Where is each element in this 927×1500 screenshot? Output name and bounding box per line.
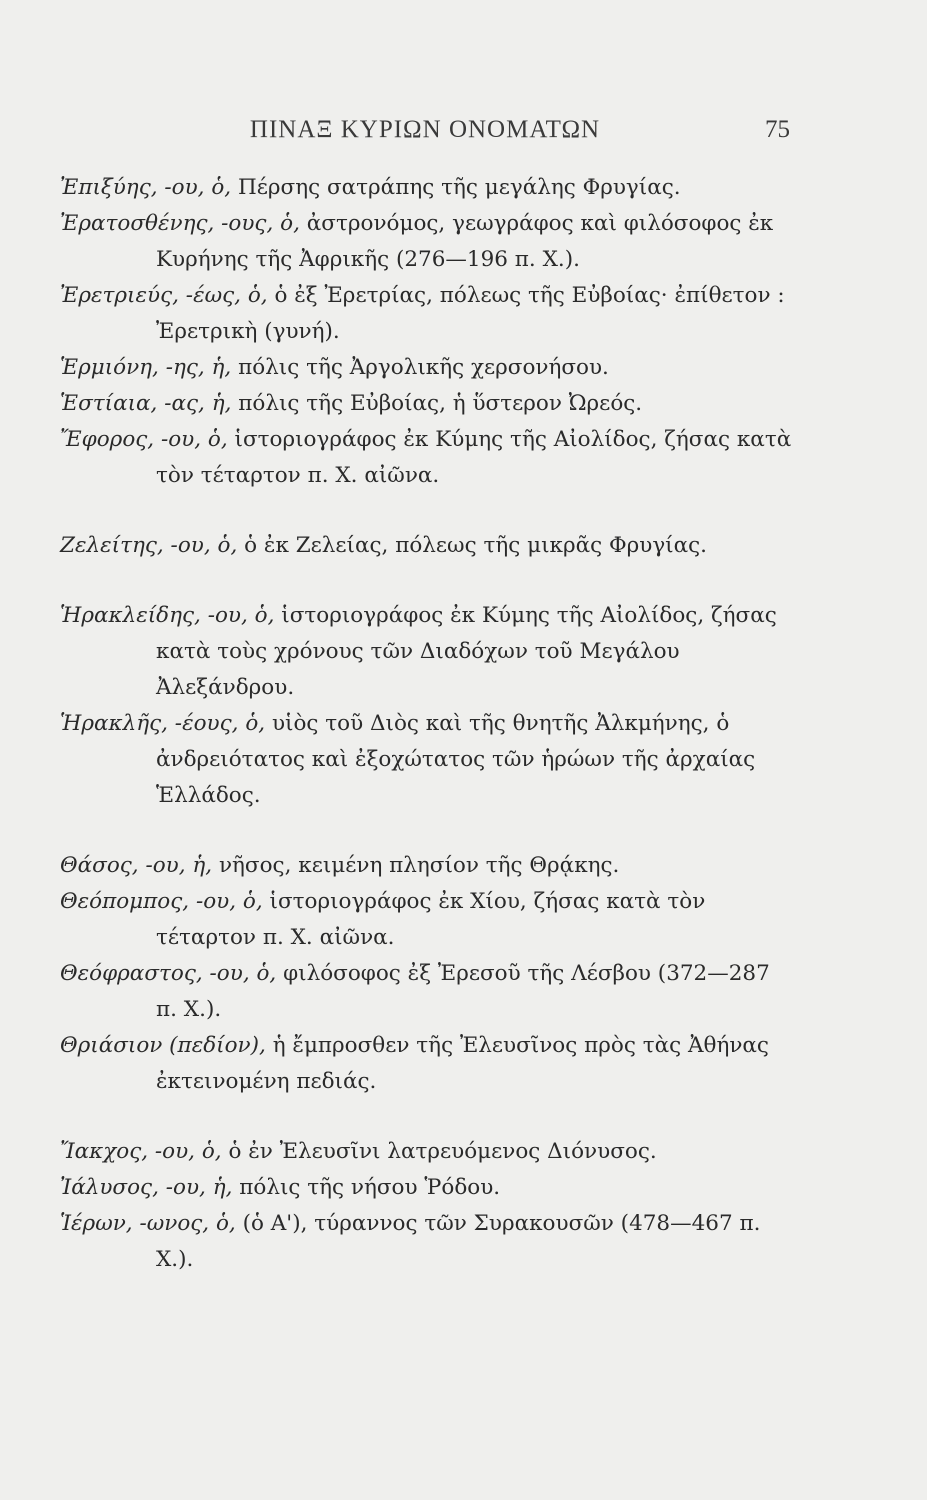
index-entry [60, 1028, 795, 1100]
entry-text: πόλις τῆς νήσου Ῥόδου. [239, 1175, 501, 1200]
entry-text: πόλις τῆς Εὐβοίας, ἡ ὕστερον Ὠρεός. [238, 391, 643, 416]
entry-headword: Ἔφορος, -ου, ὁ, [60, 427, 228, 452]
index-entry [60, 706, 795, 814]
index-entry [60, 386, 795, 422]
index-entry [60, 1170, 795, 1206]
entry-headword: Ἐπιξύης, -ου, ὁ, [60, 175, 232, 200]
entry-headword: Ἐρατοσθένης, -ους, ὁ, [60, 211, 300, 236]
entry-headword: Ἐρετριεύς, -έως, ὁ, [60, 283, 268, 308]
index-entry [60, 206, 795, 278]
index-entry [60, 1134, 795, 1170]
entry-text: ὁ ἐν Ἐλευσῖνι λατρευόμενος Διόνυσος. [228, 1139, 657, 1164]
letter-group-theta [60, 848, 795, 1100]
letter-group-epsilon [60, 170, 795, 494]
entry-headword: Ἑρμιόνη, -ης, ἡ, [60, 355, 232, 380]
index-entry [60, 1206, 795, 1278]
letter-group-zeta [60, 528, 795, 564]
entry-text: ἡ ἔμπροσθεν τῆς Ἐλευσῖνος πρὸς τὰς Ἀθήνας ἐκτεινομένη πεδιάς. [156, 1033, 769, 1094]
page-header [60, 116, 790, 156]
index-entry [60, 528, 795, 564]
index-entries [60, 170, 795, 1312]
entry-text: ὁ ἐκ Ζελείας, πόλεως τῆς μικρᾶς Φρυγίας. [244, 533, 707, 558]
entry-headword: Ἡρακλῆς, -έους, ὁ, [60, 711, 266, 736]
entry-text: ὁ ἐξ Ἐρετρίας, πόλεως τῆς Εὐβοίας· ἐπίθετον : Ἐρετρικὴ (γυνή). [156, 283, 785, 344]
entry-headword: Θεόφραστος, -ου, ὁ, [60, 961, 277, 986]
entry-headword: Θεόπομπος, -ου, ὁ, [60, 889, 263, 914]
index-entry [60, 170, 795, 206]
entry-text: πόλις τῆς Ἀργολικῆς χερσονήσου. [238, 355, 609, 380]
entry-text: Πέρσης σατράπης τῆς μεγάλης Φρυγίας. [237, 175, 681, 200]
entry-text: νῆσος, κειμένη πλησίον τῆς Θρᾴκης. [218, 853, 620, 878]
entry-text: ἱστοριογράφος ἐκ Κύμης τῆς Αἰολίδος, ζήσας κατὰ τοὺς χρόνους τῶν Διαδόχων τοῦ Μεγάλου Ἀλεξάνδρου. [156, 603, 777, 700]
index-entry [60, 350, 795, 386]
entry-headword: Ζελείτης, -ου, ὁ, [60, 533, 238, 558]
entry-text: ἱστοριογράφος ἐκ Χίου, ζήσας κατὰ τὸν τέταρτον π. Χ. αἰῶνα. [156, 889, 706, 950]
index-entry [60, 278, 795, 350]
index-entry [60, 598, 795, 706]
entry-headword: Ἑστίαια, -ας, ἡ, [60, 391, 232, 416]
index-entry [60, 848, 795, 884]
entry-text: υἱὸς τοῦ Διὸς καὶ τῆς θνητῆς Ἀλκμήνης, ὁ ἀνδρειότατος καὶ ἐξοχώτατος τῶν ἡρώων τῆς ἀρχαίας Ἑλλάδος. [156, 711, 756, 808]
letter-group-eta [60, 598, 795, 814]
letter-group-iota [60, 1134, 795, 1278]
entry-headword: Ἰάλυσος, -ου, ἡ, [60, 1175, 233, 1200]
entry-text: ἱστοριογράφος ἐκ Κύμης τῆς Αἰολίδος, ζήσας κατὰ τὸν τέταρτον π. Χ. αἰῶνα. [156, 427, 792, 488]
entry-text: ἀστρονόμος, γεωγράφος καὶ φιλόσοφος ἐκ Κυρήνης τῆς Ἀφρικῆς (276—196 π. Χ.). [156, 211, 774, 272]
entry-headword: Ἡρακλείδης, -ου, ὁ, [60, 603, 275, 628]
page-number: 75 [765, 116, 790, 143]
index-entry [60, 422, 795, 494]
entry-headword: Θάσος, -ου, ἡ, [60, 853, 213, 878]
running-title: ΠΙΝΑΞ ΚΥΡΙΩΝ ΟΝΟΜΑΤΩΝ [249, 116, 601, 143]
index-entry [60, 884, 795, 956]
entry-text: φιλόσοφος ἐξ Ἐρεσοῦ τῆς Λέσβου (372—287 π. Χ.). [156, 961, 770, 1022]
entry-text: (ὁ Α'), τύραννος τῶν Συρακουσῶν (478—467 π. Χ.). [156, 1211, 761, 1272]
entry-headword: Ἱέρων, -ωνος, ὁ, [60, 1211, 236, 1236]
index-entry [60, 956, 795, 1028]
entry-headword: Θριάσιον (πεδίον), [60, 1033, 266, 1058]
entry-headword: Ἴακχος, -ου, ὁ, [60, 1139, 222, 1164]
